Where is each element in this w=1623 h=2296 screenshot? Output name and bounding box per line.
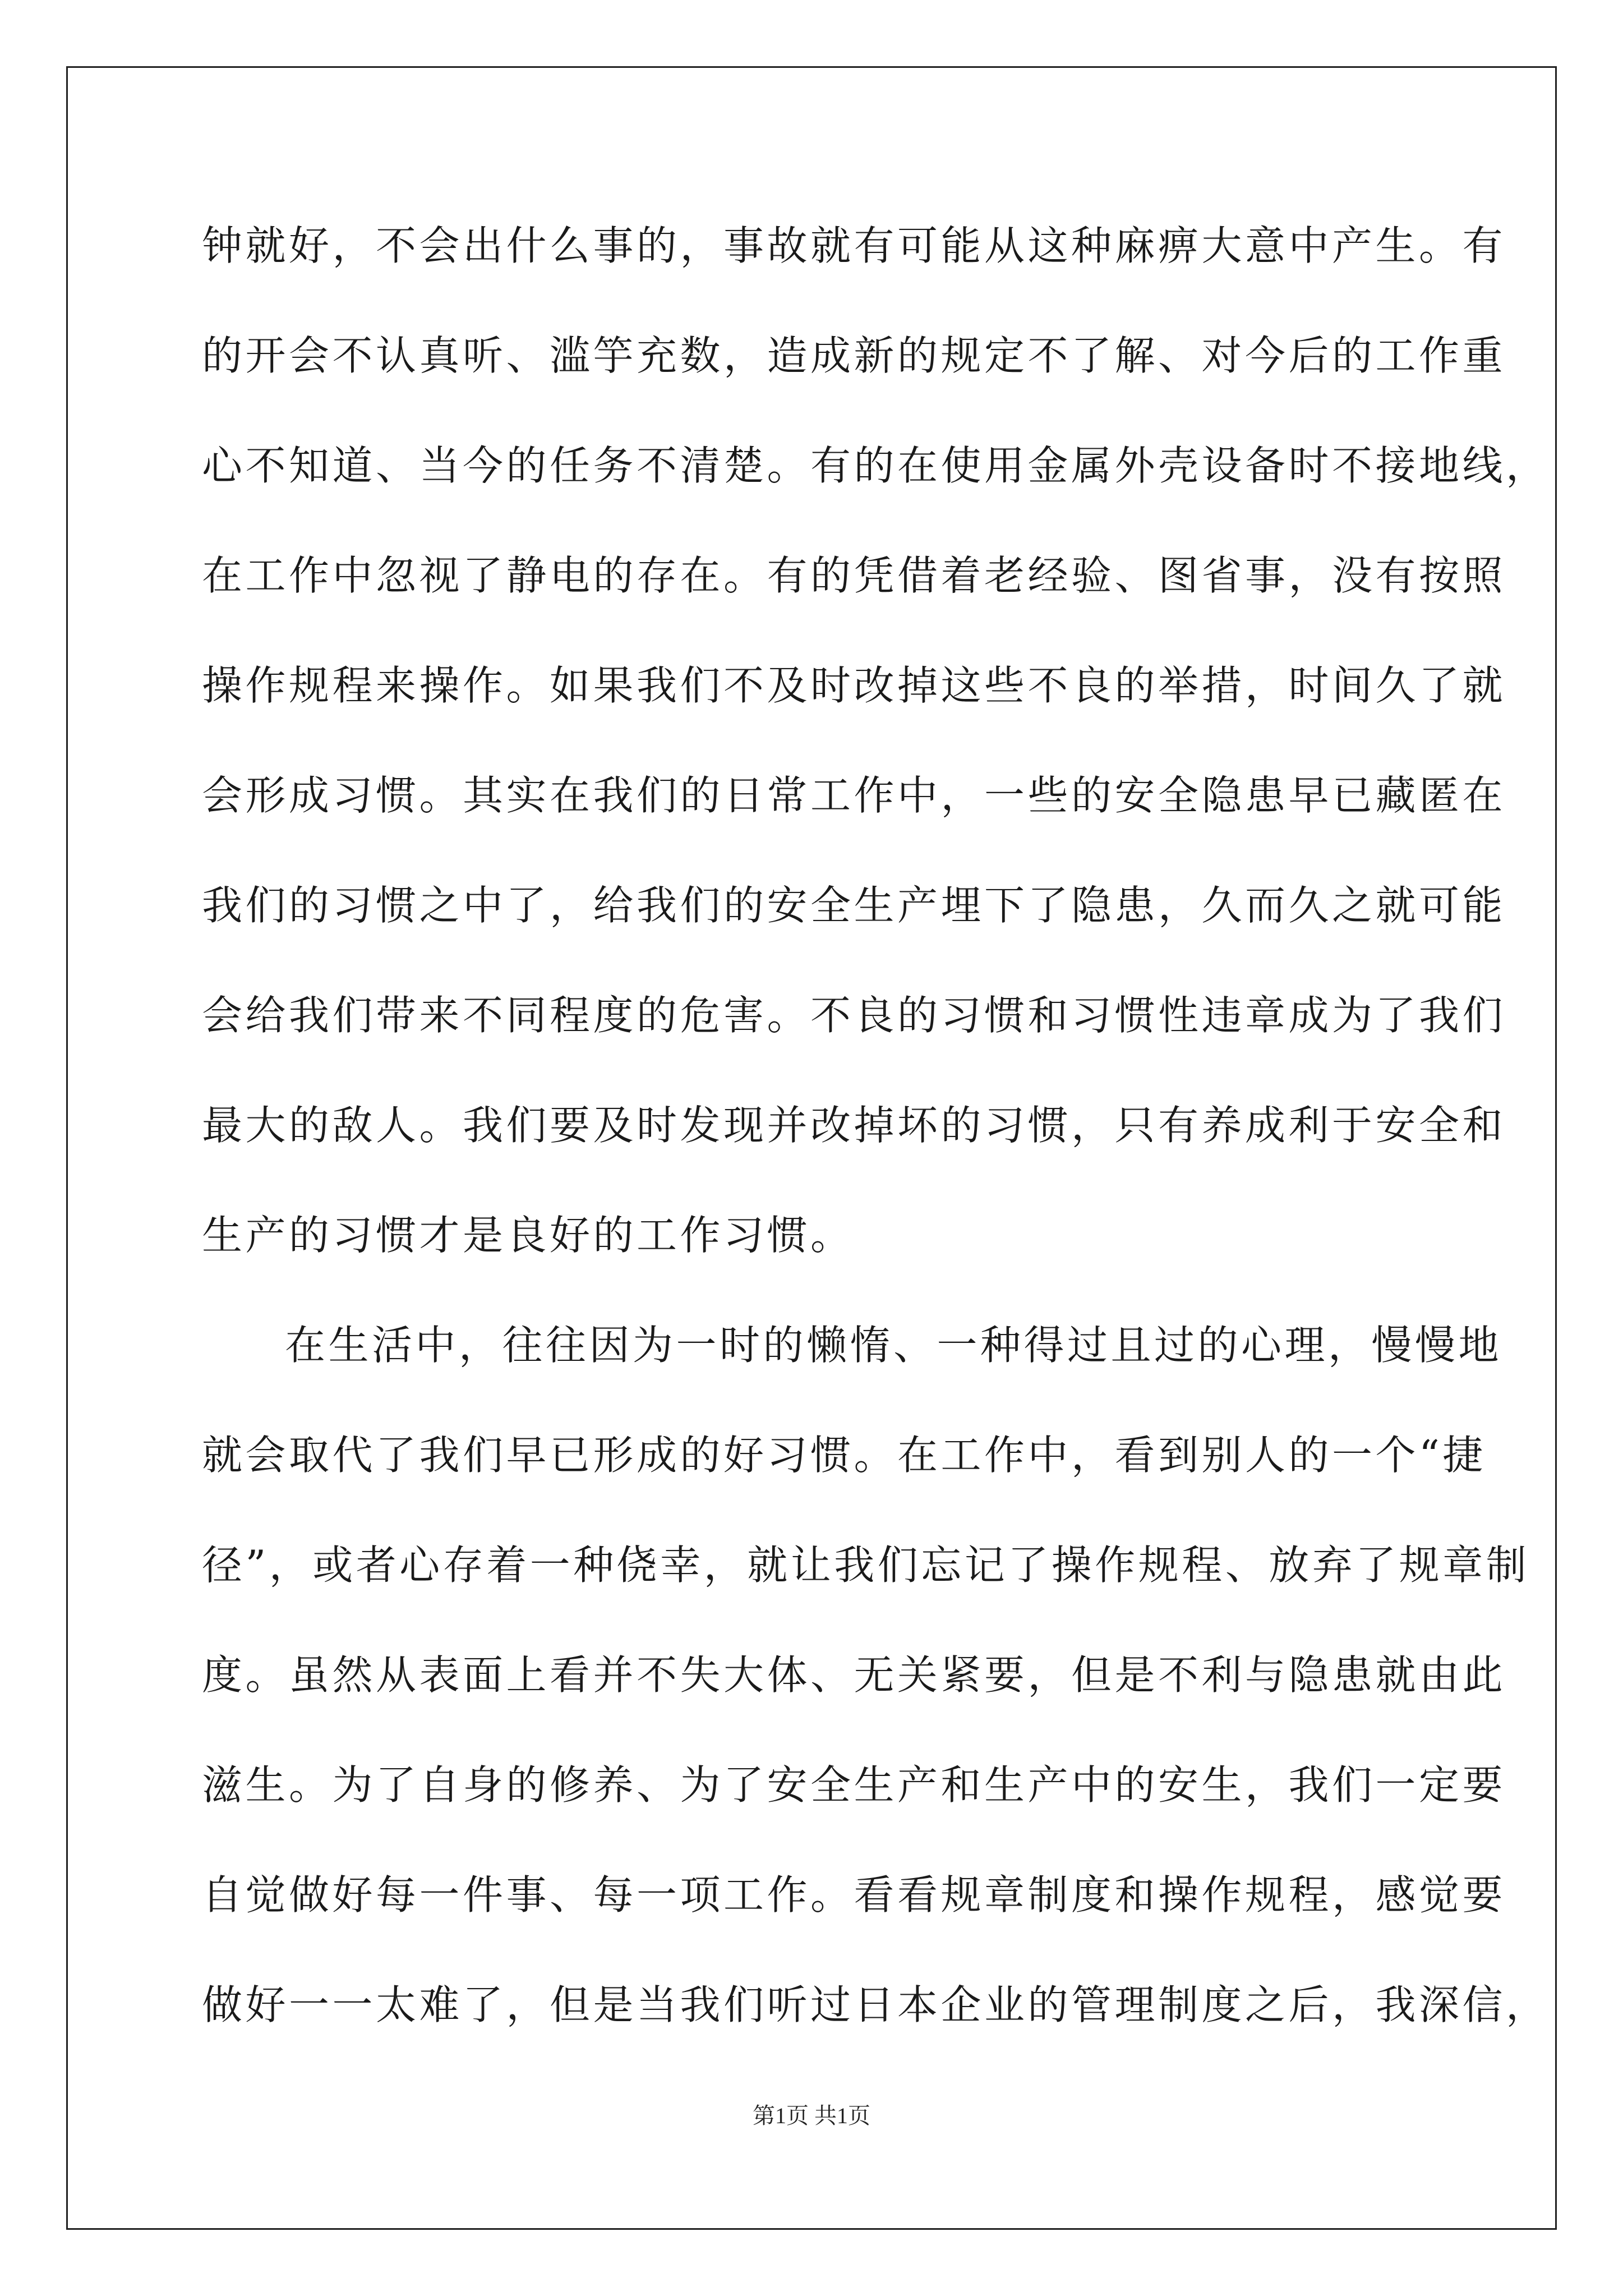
paragraph-first-line: 在生活中，往往因为一时的懒惰、一种得过且过的心理，慢慢地 (285, 1322, 1502, 1369)
text-line: 最大的敌人。我们要及时发现并改掉坏的习惯，只有养成利于安全和 (202, 1102, 1506, 1149)
text-line: 的开会不认真听、滥竽充数，造成新的规定不了解、对今后的工作重 (202, 332, 1506, 379)
text-line: 会形成习惯。其实在我们的日常工作中，一些的安全隐患早已藏匿在 (202, 772, 1506, 819)
text-line: 自觉做好每一件事、每一项工作。看看规章制度和操作规程，感觉要 (202, 1871, 1506, 1918)
text-line: 操作规程来操作。如果我们不及时改掉这些不良的举措，时间久了就 (202, 662, 1506, 709)
text-line: 就会取代了我们早已形成的好习惯。在工作中，看到别人的一个“捷 (202, 1432, 1486, 1479)
text-line: 度。虽然从表面上看并不失大体、无关紧要，但是不利与隐患就由此 (202, 1651, 1506, 1699)
text-line: 生产的习惯才是良好的工作习惯。 (202, 1212, 854, 1259)
document-body (202, 212, 1550, 2081)
text-line: 钟就好，不会出什么事的，事故就有可能从这种麻痹大意中产生。有 (202, 222, 1506, 269)
text-line: 做好一一太难了，但是当我们听过日本企业的管理制度之后，我深信， (202, 1981, 1550, 2028)
text-line: 在工作中忽视了静电的存在。有的凭借着老经验、图省事，没有按照 (202, 552, 1506, 599)
page-footer: 第1页 共1页 (753, 2103, 870, 2128)
text-line: 滋生。为了自身的修养、为了安全生产和生产中的安生，我们一定要 (202, 1761, 1506, 1809)
text-line: 会给我们带来不同程度的危害。不良的习惯和习惯性违章成为了我们 (202, 992, 1506, 1039)
text-line: 径”，或者心存着一种侥幸，就让我们忘记了操作规程、放弃了规章制 (202, 1542, 1530, 1589)
text-line: 心不知道、当今的任务不清楚。有的在使用金属外壳设备时不接地线， (202, 442, 1550, 489)
text-line: 我们的习惯之中了，给我们的安全生产埋下了隐患，久而久之就可能 (202, 882, 1506, 929)
